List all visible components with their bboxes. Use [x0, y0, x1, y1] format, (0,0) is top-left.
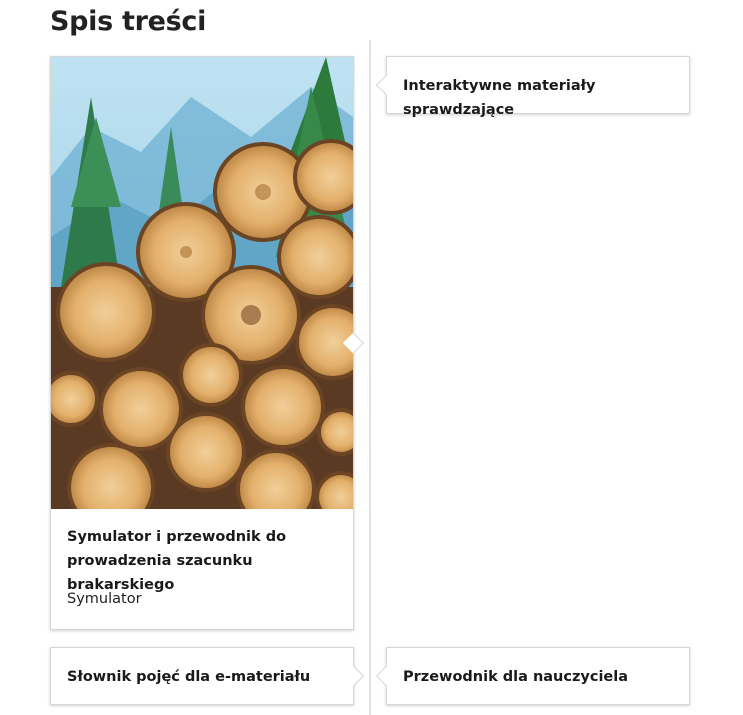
card-title[interactable]: Symulator i przewodnik do prowadzenia szacunku brakarskiego — [67, 529, 287, 593]
card-title[interactable]: Słownik pojęć dla e-materiału — [67, 669, 311, 685]
card-teacher-guide[interactable] — [386, 647, 690, 705]
card-title[interactable]: Interaktywne materiały sprawdzające — [403, 78, 596, 118]
card-title[interactable]: Przewodnik dla nauczyciela — [403, 669, 629, 685]
page-title: Spis treści — [50, 6, 207, 37]
card-type-label: Symulator — [67, 591, 142, 607]
timeline-divider — [369, 40, 371, 715]
card-interactive-quiz[interactable] — [386, 56, 690, 118]
card-simulator[interactable] — [50, 56, 354, 630]
card-thumbnail-image — [51, 57, 353, 509]
card-glossary[interactable] — [50, 647, 354, 705]
